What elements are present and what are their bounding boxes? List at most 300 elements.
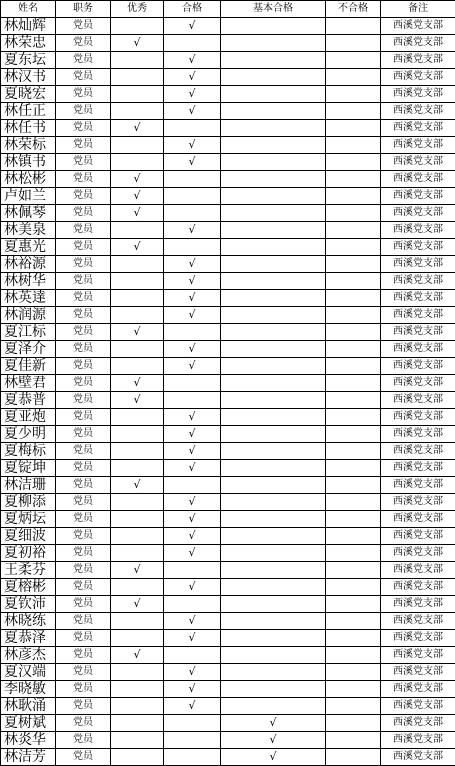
- cell-note: 西溪党支部: [381, 596, 455, 613]
- cell-unqualified: [326, 324, 381, 341]
- table-row: [1, 698, 455, 715]
- cell-qualified: √: [164, 698, 221, 715]
- cell-qualified: √: [164, 137, 221, 154]
- cell-basic-qualified: [221, 545, 326, 562]
- cell-qualified: √: [164, 52, 221, 69]
- table-row: [1, 681, 455, 698]
- cell-qualified: [164, 375, 221, 392]
- cell-name: 林松彬: [1, 171, 56, 188]
- cell-name: 林镇书: [1, 154, 56, 171]
- cell-unqualified: [326, 715, 381, 732]
- cell-qualified: [164, 715, 221, 732]
- table-row: [1, 579, 455, 596]
- cell-name: 夏细波: [1, 528, 56, 545]
- cell-note: 西溪党支部: [381, 749, 455, 766]
- cell-basic-qualified: [221, 579, 326, 596]
- cell-excellent: √: [111, 205, 164, 222]
- cell-name: 林炎华: [1, 732, 56, 749]
- header-row: [1, 1, 455, 18]
- cell-basic-qualified: [221, 188, 326, 205]
- cell-basic-qualified: [221, 562, 326, 579]
- table-row: [1, 120, 455, 137]
- table-row: [1, 18, 455, 35]
- cell-name: 夏钦沛: [1, 596, 56, 613]
- cell-excellent: √: [111, 239, 164, 256]
- cell-unqualified: [326, 137, 381, 154]
- cell-role: 党员: [56, 715, 111, 732]
- cell-note: 西溪党支部: [381, 545, 455, 562]
- table-row: [1, 290, 455, 307]
- header-excellent: 优秀: [111, 1, 164, 18]
- table-row: [1, 256, 455, 273]
- cell-note: 西溪党支部: [381, 579, 455, 596]
- cell-role: 党员: [56, 732, 111, 749]
- cell-role: 党员: [56, 86, 111, 103]
- cell-basic-qualified: [221, 477, 326, 494]
- cell-basic-qualified: [221, 171, 326, 188]
- cell-unqualified: [326, 613, 381, 630]
- table-row: [1, 188, 455, 205]
- cell-basic-qualified: [221, 86, 326, 103]
- cell-unqualified: [326, 273, 381, 290]
- cell-excellent: [111, 681, 164, 698]
- cell-basic-qualified: [221, 647, 326, 664]
- cell-role: 党员: [56, 222, 111, 239]
- cell-basic-qualified: √: [221, 715, 326, 732]
- cell-basic-qualified: [221, 273, 326, 290]
- cell-name: 夏惠光: [1, 239, 56, 256]
- cell-role: 党员: [56, 613, 111, 630]
- cell-excellent: [111, 222, 164, 239]
- cell-excellent: [111, 307, 164, 324]
- header-qualified: 合格: [164, 1, 221, 18]
- cell-excellent: [111, 732, 164, 749]
- cell-role: 党员: [56, 426, 111, 443]
- cell-name: 卢如兰: [1, 188, 56, 205]
- table-row: [1, 562, 455, 579]
- cell-name: 林任书: [1, 120, 56, 137]
- cell-role: 党员: [56, 69, 111, 86]
- table-row: [1, 426, 455, 443]
- cell-excellent: [111, 358, 164, 375]
- cell-unqualified: [326, 35, 381, 52]
- cell-unqualified: [326, 562, 381, 579]
- table-row: [1, 171, 455, 188]
- cell-unqualified: [326, 647, 381, 664]
- cell-note: 西溪党支部: [381, 256, 455, 273]
- table-row: [1, 273, 455, 290]
- cell-excellent: √: [111, 375, 164, 392]
- cell-basic-qualified: [221, 596, 326, 613]
- cell-unqualified: [326, 392, 381, 409]
- cell-note: 西溪党支部: [381, 239, 455, 256]
- cell-role: 党员: [56, 256, 111, 273]
- cell-excellent: √: [111, 647, 164, 664]
- table-row: [1, 545, 455, 562]
- cell-qualified: √: [164, 222, 221, 239]
- cell-basic-qualified: [221, 35, 326, 52]
- cell-unqualified: [326, 630, 381, 647]
- cell-note: 西溪党支部: [381, 409, 455, 426]
- cell-qualified: [164, 477, 221, 494]
- cell-name: 夏树斌: [1, 715, 56, 732]
- cell-excellent: [111, 528, 164, 545]
- cell-unqualified: [326, 579, 381, 596]
- cell-excellent: [111, 511, 164, 528]
- cell-note: 西溪党支部: [381, 35, 455, 52]
- cell-unqualified: [326, 239, 381, 256]
- cell-note: 西溪党支部: [381, 324, 455, 341]
- cell-qualified: √: [164, 86, 221, 103]
- cell-basic-qualified: [221, 222, 326, 239]
- cell-unqualified: [326, 477, 381, 494]
- table-row: [1, 630, 455, 647]
- cell-unqualified: [326, 86, 381, 103]
- cell-qualified: [164, 35, 221, 52]
- cell-name: 林美泉: [1, 222, 56, 239]
- cell-role: 党员: [56, 409, 111, 426]
- cell-name: 林灿辉: [1, 18, 56, 35]
- cell-excellent: √: [111, 171, 164, 188]
- cell-excellent: √: [111, 35, 164, 52]
- table-row: [1, 715, 455, 732]
- cell-basic-qualified: [221, 511, 326, 528]
- cell-name: 夏汉端: [1, 664, 56, 681]
- table-row: [1, 596, 455, 613]
- cell-qualified: √: [164, 460, 221, 477]
- cell-unqualified: [326, 154, 381, 171]
- cell-name: 王柔芬: [1, 562, 56, 579]
- cell-role: 党员: [56, 358, 111, 375]
- header-note: 备注: [381, 1, 455, 18]
- cell-name: 夏东坛: [1, 52, 56, 69]
- cell-excellent: [111, 341, 164, 358]
- cell-name: 夏锭坤: [1, 460, 56, 477]
- cell-name: 林荣忠: [1, 35, 56, 52]
- cell-note: 西溪党支部: [381, 630, 455, 647]
- cell-name: 林彦杰: [1, 647, 56, 664]
- cell-qualified: √: [164, 511, 221, 528]
- table-row: [1, 443, 455, 460]
- cell-excellent: √: [111, 120, 164, 137]
- cell-basic-qualified: [221, 307, 326, 324]
- cell-name: 林耿涌: [1, 698, 56, 715]
- cell-basic-qualified: [221, 460, 326, 477]
- cell-name: 夏炳坛: [1, 511, 56, 528]
- cell-qualified: [164, 392, 221, 409]
- header-basic-qualified: 基本合格: [221, 1, 326, 18]
- cell-role: 党员: [56, 664, 111, 681]
- cell-excellent: √: [111, 596, 164, 613]
- table-row: [1, 358, 455, 375]
- table-row: [1, 511, 455, 528]
- cell-name: 李晓敏: [1, 681, 56, 698]
- cell-note: 西溪党支部: [381, 205, 455, 222]
- cell-qualified: √: [164, 545, 221, 562]
- cell-role: 党员: [56, 511, 111, 528]
- cell-unqualified: [326, 375, 381, 392]
- cell-unqualified: [326, 171, 381, 188]
- cell-basic-qualified: [221, 630, 326, 647]
- cell-qualified: √: [164, 341, 221, 358]
- cell-excellent: [111, 256, 164, 273]
- cell-role: 党员: [56, 137, 111, 154]
- cell-role: 党员: [56, 205, 111, 222]
- cell-role: 党员: [56, 290, 111, 307]
- table-row: [1, 205, 455, 222]
- cell-unqualified: [326, 358, 381, 375]
- table-row: [1, 409, 455, 426]
- cell-note: 西溪党支部: [381, 290, 455, 307]
- cell-excellent: [111, 273, 164, 290]
- cell-note: 西溪党支部: [381, 392, 455, 409]
- cell-note: 西溪党支部: [381, 528, 455, 545]
- cell-qualified: √: [164, 358, 221, 375]
- table-row: [1, 52, 455, 69]
- cell-excellent: [111, 630, 164, 647]
- cell-excellent: [111, 103, 164, 120]
- table-row: [1, 392, 455, 409]
- cell-qualified: √: [164, 426, 221, 443]
- cell-role: 党员: [56, 52, 111, 69]
- cell-excellent: [111, 443, 164, 460]
- cell-role: 党员: [56, 120, 111, 137]
- cell-qualified: [164, 324, 221, 341]
- cell-unqualified: [326, 681, 381, 698]
- cell-excellent: √: [111, 188, 164, 205]
- cell-qualified: √: [164, 613, 221, 630]
- cell-qualified: [164, 732, 221, 749]
- cell-basic-qualified: [221, 256, 326, 273]
- cell-unqualified: [326, 120, 381, 137]
- cell-qualified: √: [164, 443, 221, 460]
- cell-note: 西溪党支部: [381, 69, 455, 86]
- cell-basic-qualified: [221, 69, 326, 86]
- cell-role: 党员: [56, 171, 111, 188]
- cell-note: 西溪党支部: [381, 120, 455, 137]
- cell-role: 党员: [56, 375, 111, 392]
- cell-note: 西溪党支部: [381, 494, 455, 511]
- table-row: [1, 460, 455, 477]
- cell-name: 林晓练: [1, 613, 56, 630]
- cell-unqualified: [326, 256, 381, 273]
- cell-role: 党员: [56, 103, 111, 120]
- cell-excellent: [111, 579, 164, 596]
- cell-excellent: [111, 494, 164, 511]
- cell-note: 西溪党支部: [381, 613, 455, 630]
- cell-note: 西溪党支部: [381, 647, 455, 664]
- cell-qualified: √: [164, 681, 221, 698]
- cell-name: 林佩琴: [1, 205, 56, 222]
- cell-basic-qualified: [221, 426, 326, 443]
- cell-role: 党员: [56, 681, 111, 698]
- table-row: [1, 375, 455, 392]
- cell-basic-qualified: [221, 239, 326, 256]
- cell-excellent: [111, 698, 164, 715]
- cell-name: 林荣标: [1, 137, 56, 154]
- cell-basic-qualified: [221, 681, 326, 698]
- cell-role: 党员: [56, 596, 111, 613]
- cell-basic-qualified: √: [221, 749, 326, 766]
- cell-qualified: √: [164, 307, 221, 324]
- cell-excellent: [111, 290, 164, 307]
- table-row: [1, 222, 455, 239]
- cell-role: 党员: [56, 307, 111, 324]
- cell-role: 党员: [56, 698, 111, 715]
- cell-basic-qualified: [221, 443, 326, 460]
- cell-unqualified: [326, 188, 381, 205]
- cell-note: 西溪党支部: [381, 443, 455, 460]
- table-row: [1, 35, 455, 52]
- cell-note: 西溪党支部: [381, 511, 455, 528]
- cell-role: 党员: [56, 239, 111, 256]
- cell-qualified: √: [164, 103, 221, 120]
- table-row: [1, 324, 455, 341]
- cell-name: 林壁君: [1, 375, 56, 392]
- cell-unqualified: [326, 545, 381, 562]
- cell-note: 西溪党支部: [381, 103, 455, 120]
- cell-basic-qualified: [221, 494, 326, 511]
- cell-note: 西溪党支部: [381, 171, 455, 188]
- cell-excellent: [111, 460, 164, 477]
- cell-unqualified: [326, 222, 381, 239]
- cell-unqualified: [326, 732, 381, 749]
- table-row: [1, 154, 455, 171]
- cell-qualified: [164, 205, 221, 222]
- cell-role: 党员: [56, 273, 111, 290]
- cell-qualified: √: [164, 409, 221, 426]
- cell-role: 党员: [56, 749, 111, 766]
- table-row: [1, 732, 455, 749]
- cell-name: 林洁芳: [1, 749, 56, 766]
- cell-qualified: √: [164, 494, 221, 511]
- cell-qualified: [164, 647, 221, 664]
- table-row: [1, 239, 455, 256]
- cell-note: 西溪党支部: [381, 715, 455, 732]
- cell-name: 夏恭普: [1, 392, 56, 409]
- cell-role: 党员: [56, 460, 111, 477]
- cell-note: 西溪党支部: [381, 52, 455, 69]
- cell-excellent: [111, 545, 164, 562]
- cell-qualified: [164, 562, 221, 579]
- cell-qualified: √: [164, 579, 221, 596]
- cell-unqualified: [326, 409, 381, 426]
- cell-role: 党员: [56, 579, 111, 596]
- cell-excellent: √: [111, 562, 164, 579]
- cell-role: 党员: [56, 630, 111, 647]
- cell-role: 党员: [56, 154, 111, 171]
- cell-note: 西溪党支部: [381, 681, 455, 698]
- cell-name: 林洁珊: [1, 477, 56, 494]
- cell-basic-qualified: [221, 154, 326, 171]
- table-row: [1, 341, 455, 358]
- table-row: [1, 528, 455, 545]
- table-row: [1, 477, 455, 494]
- cell-role: 党员: [56, 545, 111, 562]
- cell-name: 夏泽介: [1, 341, 56, 358]
- cell-note: 西溪党支部: [381, 188, 455, 205]
- cell-basic-qualified: [221, 358, 326, 375]
- table-row: [1, 103, 455, 120]
- cell-role: 党员: [56, 341, 111, 358]
- cell-qualified: [164, 239, 221, 256]
- cell-name: 林汉书: [1, 69, 56, 86]
- cell-unqualified: [326, 698, 381, 715]
- cell-note: 西溪党支部: [381, 222, 455, 239]
- cell-excellent: [111, 613, 164, 630]
- cell-note: 西溪党支部: [381, 307, 455, 324]
- cell-note: 西溪党支部: [381, 137, 455, 154]
- table-row: [1, 307, 455, 324]
- cell-basic-qualified: [221, 18, 326, 35]
- cell-role: 党员: [56, 18, 111, 35]
- header-role: 职务: [56, 1, 111, 18]
- cell-excellent: [111, 86, 164, 103]
- cell-excellent: √: [111, 392, 164, 409]
- cell-unqualified: [326, 52, 381, 69]
- cell-name: 夏初裕: [1, 545, 56, 562]
- cell-basic-qualified: √: [221, 732, 326, 749]
- cell-excellent: [111, 18, 164, 35]
- cell-basic-qualified: [221, 137, 326, 154]
- cell-qualified: √: [164, 290, 221, 307]
- cell-basic-qualified: [221, 613, 326, 630]
- cell-name: 夏亚炮: [1, 409, 56, 426]
- cell-qualified: [164, 171, 221, 188]
- cell-role: 党员: [56, 477, 111, 494]
- cell-unqualified: [326, 494, 381, 511]
- cell-note: 西溪党支部: [381, 358, 455, 375]
- cell-excellent: [111, 154, 164, 171]
- cell-note: 西溪党支部: [381, 86, 455, 103]
- cell-role: 党员: [56, 494, 111, 511]
- cell-qualified: √: [164, 630, 221, 647]
- cell-name: 夏晓宏: [1, 86, 56, 103]
- cell-unqualified: [326, 443, 381, 460]
- table-row: [1, 613, 455, 630]
- cell-unqualified: [326, 307, 381, 324]
- cell-qualified: √: [164, 664, 221, 681]
- cell-excellent: [111, 715, 164, 732]
- cell-unqualified: [326, 103, 381, 120]
- cell-basic-qualified: [221, 392, 326, 409]
- cell-name: 林裕源: [1, 256, 56, 273]
- cell-name: 林树华: [1, 273, 56, 290]
- cell-excellent: √: [111, 324, 164, 341]
- cell-excellent: [111, 426, 164, 443]
- cell-note: 西溪党支部: [381, 477, 455, 494]
- cell-basic-qualified: [221, 375, 326, 392]
- cell-name: 林任正: [1, 103, 56, 120]
- cell-name: 夏梅标: [1, 443, 56, 460]
- cell-role: 党员: [56, 324, 111, 341]
- cell-unqualified: [326, 426, 381, 443]
- cell-basic-qualified: [221, 52, 326, 69]
- table-row: [1, 647, 455, 664]
- cell-unqualified: [326, 596, 381, 613]
- cell-unqualified: [326, 460, 381, 477]
- table-row: [1, 86, 455, 103]
- cell-name: 夏恭泽: [1, 630, 56, 647]
- header-unqualified: 不合格: [326, 1, 381, 18]
- cell-qualified: √: [164, 154, 221, 171]
- cell-note: 西溪党支部: [381, 698, 455, 715]
- cell-note: 西溪党支部: [381, 273, 455, 290]
- cell-note: 西溪党支部: [381, 18, 455, 35]
- cell-role: 党员: [56, 562, 111, 579]
- cell-name: 夏江标: [1, 324, 56, 341]
- cell-excellent: [111, 664, 164, 681]
